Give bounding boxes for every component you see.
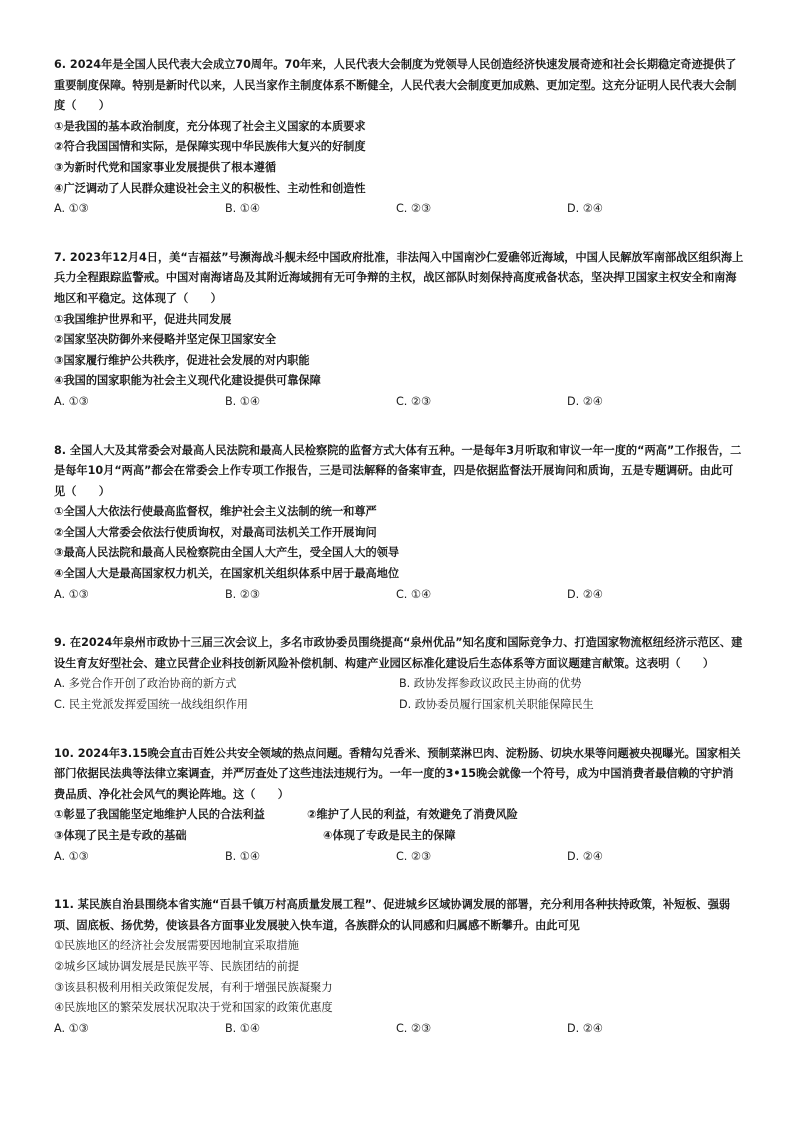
choice-a[interactable]: A. ①③ [54, 394, 89, 408]
statement-option: ④全国人大是最高国家权力机关，在国家机关组织体系中居于最高地位 [54, 567, 400, 581]
choice-d[interactable]: D. 政协委员履行国家机关职能保障民生 [399, 698, 594, 712]
choice-d[interactable]: D. ②④ [567, 1021, 603, 1035]
question-8 [54, 441, 744, 606]
statement-option: ③体现了民主是专政的基础 [54, 829, 187, 842]
question-stem: 7. 2023年12月4日，美“吉福兹”号濒海战斗舰未经中国政府批准，非法闯入中国南沙仁爱礁邻近海域，中国人民解放军南部战区组织海上兵力全程跟踪监警戒。中国对南海诸岛及其附近海域拥有无可争辩的主权，战区部队时刻保持高度戒备状态，坚决捍卫国家主权安全和南海地区和平稳定。这体现了（ ） [54, 250, 744, 305]
statement-option: ①是我国的基本政治制度，充分体现了社会主义国家的本质要求 [54, 119, 366, 133]
choice-c[interactable]: C. ①④ [396, 587, 431, 601]
question-stem: 6. 2024年是全国人民代表大会成立70周年。70年来，人民代表大会制度为党领导人民创造经济快速发展奇迹和社会长期稳定奇迹提供了重要制度保障。特别是新时代以来，人民当家作主制度体系不断健全，人民代表大会制度更加成熟、更加定型。这充分证明人民代表大会制度（ ） [54, 58, 737, 113]
statement-option: ③为新时代党和国家事业发展提供了根本遵循 [54, 160, 277, 174]
statement-option: ④体现了专政是民主的保障 [323, 829, 456, 842]
choice-d[interactable]: D. ②④ [567, 202, 603, 216]
choice-d[interactable]: D. ②④ [567, 587, 603, 601]
choice-c[interactable]: C. ②③ [396, 1021, 431, 1035]
question-stem: 11. 某民族自治县围绕本省实施“百县千镇万村高质量发展工程”、促进城乡区域协调发展的部署，充分利用各种扶持政策，补短板、强弱项、固底板、扬优势，使该县各方面事业发展驶入快车道，各族群众的认同感和归属感不断攀升。由此可见 [54, 898, 731, 932]
question-11 [54, 895, 744, 1039]
choice-a[interactable]: A. 多党合作开创了政治协商的新方式 [54, 677, 237, 691]
statement-option: ①民族地区的经济社会发展需要因地制宜采取措施 [54, 939, 299, 953]
choice-d[interactable]: D. ②④ [567, 849, 603, 863]
statement-option: ②维护了人民的利益，有效避免了消费风险 [307, 808, 518, 822]
statement-option: ①我国维护世界和平，促进共同发展 [54, 312, 232, 326]
statement-row [54, 826, 744, 847]
question-stem: 8. 全国人大及其常委会对最高人民法院和最高人民检察院的监督方式大体有五种。一是每年3月听取和审议一年一度的“两高”工作报告，二是每年10月“两高”都会在常委会上作专项工作报告，三是司法解释的备案审查，四是依据监督法开展询问和质询，五是专题调研。由此可见（ ） [54, 443, 742, 498]
statement-option: ②符合我国国情和实际，是保障实现中华民族伟大复兴的好制度 [54, 140, 366, 154]
choice-b[interactable]: B. ①④ [225, 1021, 260, 1035]
choice-b[interactable]: B. 政协发挥参政议政民主协商的优势 [399, 677, 582, 691]
statement-option: ④广泛调动了人民群众建设社会主义的积极性、主动性和创造性 [54, 181, 366, 195]
answer-choices [54, 585, 744, 606]
question-stem: 9. 在2024年泉州市政协十三届三次会议上，多名市政协委员围绕提高“泉州优品”知名度和国际竞争力、打造国家物流枢纽经济示范区、建设生育友好型社会、建立民营企业科技创新风险补偿机制、构建产业园区标准化建设后生态体系等方面议题建言献策。这表明（ ） [54, 636, 743, 670]
statement-row [54, 805, 744, 826]
choice-d[interactable]: D. ②④ [567, 394, 603, 408]
statement-option: ②城乡区域协调发展是民族平等、民族团结的前提 [54, 959, 299, 973]
statement-option: ③该县积极利用相关政策促发展，有利于增强民族凝聚力 [54, 980, 333, 994]
statement-option: ③最高人民法院和最高人民检察院由全国人大产生，受全国人大的领导 [54, 546, 400, 560]
choice-b[interactable]: B. ①④ [225, 394, 260, 408]
question-stem: 10. 2024年3.15晚会直击百姓公共安全领域的热点问题。香精勾兑香米、预制菜淋巴肉、淀粉肠、切块水果等问题被央视曝光。国家相关部门依据民法典等法律立案调查，并严厉查处了这些违法违规行为。一年一度的3•15晚会就像一个符号，成为中国消费者最信赖的守护消费品质、净化社会风气的舆论阵地。这（ ） [54, 746, 741, 801]
statement-option: ④我国的国家职能为社会主义现代化建设提供可靠保障 [54, 374, 321, 388]
answer-choices [54, 1019, 744, 1040]
statement-option: ②全国人大常委会依法行使质询权，对最高司法机关工作开展询问 [54, 525, 377, 539]
answer-choices [54, 199, 744, 220]
exam-page [54, 55, 744, 1067]
statement-option: ④民族地区的繁荣发展状况取决于党和国家的政策优惠度 [54, 1001, 333, 1015]
choice-b[interactable]: B. ②③ [225, 587, 260, 601]
choice-c[interactable]: C. ②③ [396, 394, 431, 408]
choice-a[interactable]: A. ①③ [54, 202, 89, 216]
choice-b[interactable]: B. ①④ [225, 202, 260, 216]
question-9 [54, 633, 744, 715]
answer-choices [54, 847, 744, 868]
statement-option: ①全国人大依法行使最高监督权，维护社会主义法制的统一和尊严 [54, 505, 377, 519]
question-7 [54, 248, 744, 413]
choice-c[interactable]: C. ②③ [396, 849, 431, 863]
statement-option: ③国家履行维护公共秩序，促进社会发展的对内职能 [54, 353, 310, 367]
question-10 [54, 744, 744, 868]
answer-choices [54, 392, 744, 413]
choice-b[interactable]: B. ①④ [225, 849, 260, 863]
choice-a[interactable]: A. ①③ [54, 849, 89, 863]
answer-choices [54, 674, 744, 715]
choice-c[interactable]: C. 民主党派发挥爱国统一战线组织作用 [54, 698, 248, 712]
choice-a[interactable]: A. ①③ [54, 1021, 89, 1035]
statement-option: ①彰显了我国能坚定地维护人民的合法利益 [54, 808, 265, 822]
question-6 [54, 55, 744, 220]
choice-c[interactable]: C. ②③ [396, 202, 431, 216]
choice-a[interactable]: A. ①③ [54, 587, 89, 601]
statement-option: ②国家坚决防御外来侵略并坚定保卫国家安全 [54, 333, 277, 347]
